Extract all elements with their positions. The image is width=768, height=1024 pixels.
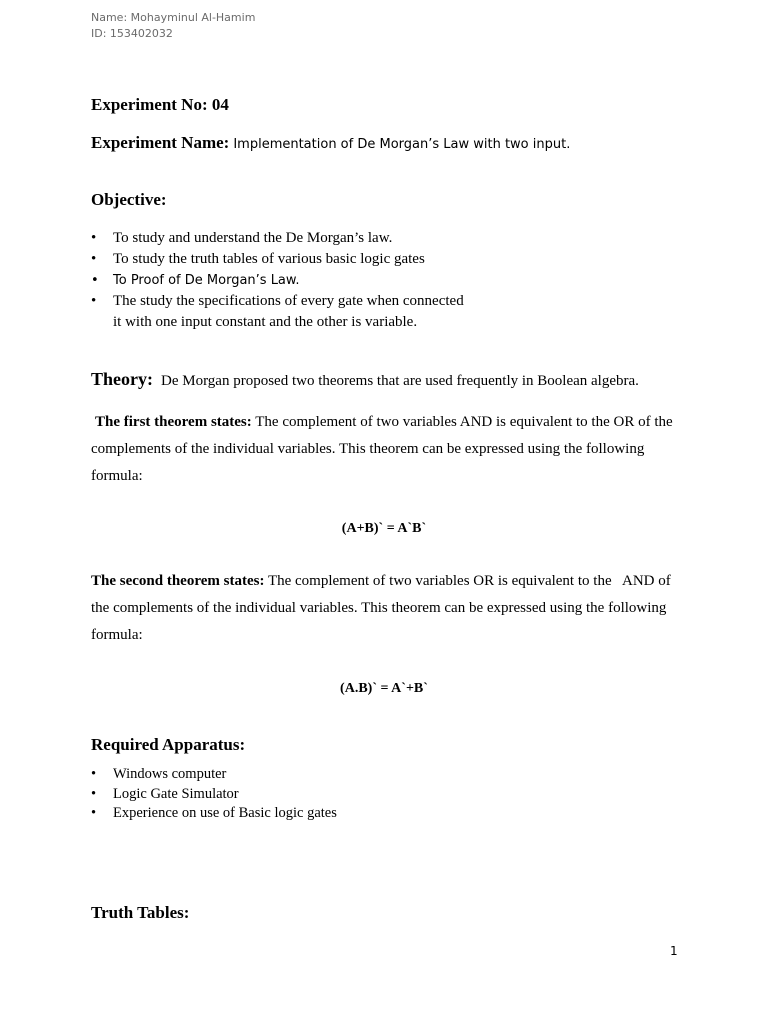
second-theorem-label: The second theorem states:	[91, 573, 265, 589]
apparatus-heading: Required Apparatus:	[91, 735, 246, 754]
experiment-number: Experiment No: 04	[91, 95, 229, 114]
list-item: • Windows computer	[91, 765, 337, 785]
theory-label: Theory:	[91, 369, 153, 389]
page-number: 1	[670, 944, 678, 958]
list-item-continuation: it with one input constant and the other is variable.	[113, 314, 418, 330]
theory-intro	[91, 369, 639, 390]
list-item: • Logic Gate Simulator	[91, 785, 337, 805]
theory-intro-text: De Morgan proposed two theorems that are used frequently in Boolean algebra.	[161, 373, 639, 389]
first-theorem-text: The complement of two variables AND is equivalent to the OR of the complements of the individual variables. This theorem can be expressed using the following formula:	[91, 414, 673, 484]
list-item: • The study the specifications of every gate when connected	[91, 291, 464, 312]
apparatus-list	[91, 765, 337, 824]
truth-tables-heading: Truth Tables:	[91, 903, 190, 922]
experiment-name	[91, 133, 570, 153]
author-name: Name: Mohayminul Al-Hamim	[91, 11, 256, 24]
objective-heading: Objective:	[91, 190, 167, 209]
first-theorem	[91, 409, 691, 490]
list-item: • To Proof of De Morgan’s Law.	[91, 270, 464, 291]
first-theorem-label: The first theorem states:	[95, 414, 252, 430]
objective-list	[91, 228, 464, 333]
second-theorem-text: The complement of two variables OR is equivalent to the AND of the complements of the individual variables. This theorem can be expressed using the following formula:	[91, 573, 675, 643]
experiment-name-value: Implementation of De Morgan’s Law with two input.	[233, 137, 571, 152]
second-theorem	[91, 568, 691, 649]
experiment-name-label: Experiment Name:	[91, 133, 230, 152]
list-item: • Experience on use of Basic logic gates	[91, 804, 337, 824]
first-formula: (A+B)` = A`B`	[341, 521, 427, 536]
list-item: • To study the truth tables of various basic logic gates	[91, 249, 464, 270]
list-item: • To study and understand the De Morgan’s law.	[91, 228, 464, 249]
second-formula: (A.B)` = A`+B`	[340, 681, 428, 696]
student-id: ID: 153402032	[91, 27, 173, 40]
